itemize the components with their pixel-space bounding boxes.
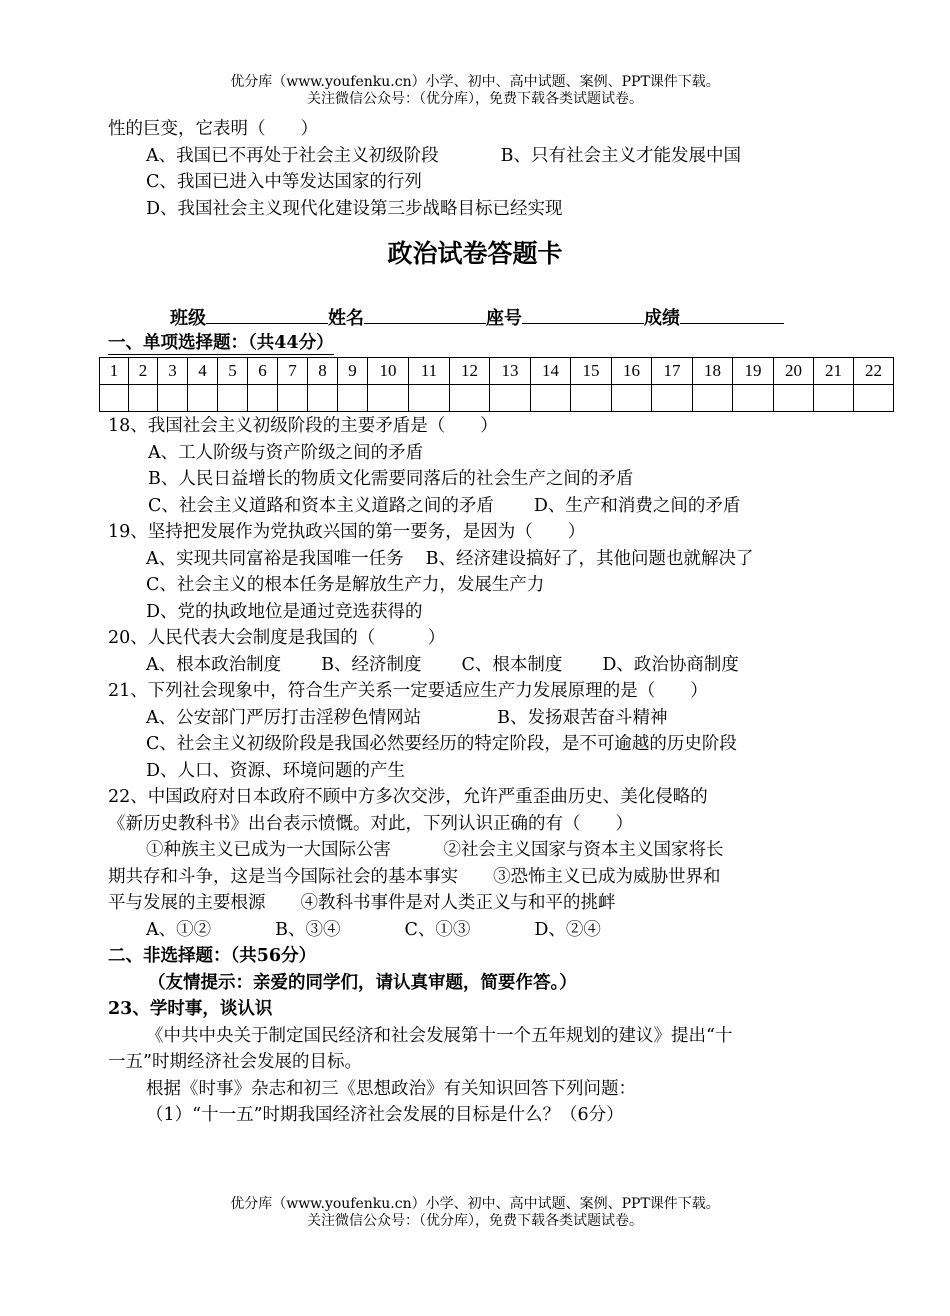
footer-line-1: 优分库（www.youfenku.cn）小学、初中、高中试题、案例、PPT课件下载。 (230, 1196, 720, 1212)
q17-tail: 性的巨变，它表明（ ） (108, 119, 318, 139)
seat-blank[interactable] (522, 305, 644, 324)
q21-option-b: B、发扬艰苦奋斗精神 (497, 707, 668, 728)
q21-stem: 21、下列社会现象中，符合生产关系一定要适应生产力发展原理的是（ ） (108, 681, 708, 701)
answer-grid-answer-row (100, 385, 894, 412)
q21-option-c: C、社会主义初级阶段是我国必然要经历的特定阶段，是不可逾越的历史阶段 (146, 734, 737, 754)
section1-title: 一、单项选择题：（共44分） (108, 333, 334, 353)
q17-option-a: A、我国已不再处于社会主义初级阶段 (146, 145, 439, 166)
grid-answer-cell[interactable] (854, 385, 894, 412)
grid-answer-cell[interactable] (278, 385, 308, 412)
grid-number-cell: 14 (531, 358, 571, 385)
grid-number-cell: 13 (490, 358, 531, 385)
q18-option-a: A、工人阶级与资产阶级之间的矛盾 (148, 442, 424, 463)
q19-stem: 19、坚持把发展作为党执政兴国的第一要务，是因为（ ） (108, 522, 586, 542)
q20-options (108, 652, 853, 679)
header-line-2: 关注微信公众号：（优分库），免费下载各类试题试卷。 (307, 91, 643, 107)
grid-answer-cell[interactable] (409, 385, 450, 412)
name-label: 姓名 (328, 308, 364, 329)
q23-para2: 根据《时事》杂志和初三《思想政治》有关知识回答下列问题： (146, 1078, 636, 1099)
grid-number-cell: 7 (278, 358, 308, 385)
grid-number-cell: 4 (188, 358, 218, 385)
q18-option-b: B、人民日益增长的物质文化需要同落后的社会生产之间的矛盾 (148, 469, 634, 489)
grid-number-cell: 21 (814, 358, 854, 385)
grid-answer-cell[interactable] (490, 385, 531, 412)
q19-option-d: D、党的执政地位是通过竞选获得的 (146, 601, 423, 622)
grid-number-cell: 6 (248, 358, 278, 385)
header-line-1: 优分库（www.youfenku.cn）小学、初中、高中试题、案例、PPT课件下载。 (230, 74, 720, 90)
score-label: 成绩 (644, 308, 680, 329)
grid-answer-cell[interactable] (814, 385, 854, 412)
q23-title: 23、学时事，谈认识 (108, 999, 273, 1019)
grid-answer-cell[interactable] (652, 385, 693, 412)
student-info-row (170, 304, 784, 330)
grid-number-cell: 19 (733, 358, 774, 385)
q22-option-a: A、①② (146, 919, 212, 940)
grid-answer-cell[interactable] (100, 385, 129, 412)
grid-number-cell: 2 (129, 358, 158, 385)
q22-option-d: D、②④ (534, 919, 601, 940)
section2-tip: （友情提示：亲爱的同学们，请认真审题，简要作答。） (148, 972, 577, 993)
grid-number-cell: 3 (158, 358, 188, 385)
grid-number-cell: 11 (409, 358, 450, 385)
q23-para1-line2: 一五”时期经济社会发展的目标。 (108, 1052, 362, 1072)
grid-answer-cell[interactable] (129, 385, 158, 412)
q23-sub1: （1）“十一五”时期我国经济社会发展的目标是什么？（6分） (146, 1105, 624, 1125)
q22-statement-line2: 期共存和斗争，这是当今国际社会的基本事实 ③恐怖主义已成为威胁世界和 (108, 866, 721, 887)
seat-label: 座号 (486, 308, 522, 329)
q20-stem: 20、人民代表大会制度是我国的（ ） (108, 628, 446, 648)
grid-number-cell: 15 (571, 358, 612, 385)
footer-line-2: 关注微信公众号：（优分库），免费下载各类试题试卷。 (307, 1213, 643, 1229)
grid-number-cell: 17 (652, 358, 693, 385)
answer-grid-number-row (100, 358, 894, 385)
section2-title: 二、非选择题：（共56分） (108, 946, 317, 966)
page-header (0, 74, 950, 108)
grid-number-cell: 1 (100, 358, 129, 385)
grid-answer-cell[interactable] (733, 385, 774, 412)
q20-option-d: D、政治协商制度 (602, 654, 739, 675)
class-label: 班级 (170, 308, 206, 329)
q17-options-ab (108, 143, 853, 170)
grid-answer-cell[interactable] (450, 385, 490, 412)
grid-number-cell: 12 (450, 358, 490, 385)
grid-answer-cell[interactable] (693, 385, 733, 412)
q21-option-d: D、人口、资源、环境问题的产生 (146, 760, 406, 781)
q20-option-c: C、根本制度 (461, 654, 563, 675)
grid-answer-cell[interactable] (248, 385, 278, 412)
q18-option-c: C、社会主义道路和资本主义道路之间的矛盾 (148, 495, 494, 516)
q17-block (108, 116, 853, 222)
grid-number-cell: 18 (693, 358, 733, 385)
q21-option-a: A、公安部门严厉打击淫秽色情网站 (146, 707, 422, 728)
grid-number-cell: 9 (338, 358, 368, 385)
grid-number-cell: 16 (612, 358, 652, 385)
q20-option-b: B、经济制度 (321, 654, 422, 675)
q22-options (108, 917, 853, 944)
q18-stem: 18、我国社会主义初级阶段的主要矛盾是（ ） (108, 416, 498, 436)
answer-grid (99, 357, 894, 412)
q22-option-c: C、①③ (404, 919, 471, 940)
q19-option-b: B、经济建设搞好了，其他问题也就解决了 (425, 548, 754, 569)
q18-options-cd (108, 493, 853, 520)
q22-statement-line3: 平与发展的主要根源 ④教科书事件是对人类正义与和平的挑衅 (108, 893, 616, 913)
grid-number-cell: 20 (774, 358, 814, 385)
q22-stem-line2: 《新历史教科书》出台表示愤慨。对此，下列认识正确的有（ ） (108, 813, 633, 834)
grid-answer-cell[interactable] (571, 385, 612, 412)
q22-stem-line1: 22、中国政府对日本政府不顾中方多次交涉，允许严重歪曲历史、美化侵略的 (108, 787, 708, 807)
grid-number-cell: 10 (368, 358, 409, 385)
grid-number-cell: 5 (218, 358, 248, 385)
grid-answer-cell[interactable] (774, 385, 814, 412)
q23-para1-line1: 《中共中央关于制定国民经济和社会发展第十一个五年规划的建议》提出“十 (146, 1025, 733, 1046)
grid-answer-cell[interactable] (158, 385, 188, 412)
page-title: 政治试卷答题卡 (387, 239, 563, 268)
q22-statement-line1: ①种族主义已成为一大国际公害 ②社会主义国家与资本主义国家将长 (146, 840, 724, 860)
grid-number-cell: 22 (854, 358, 894, 385)
grid-answer-cell[interactable] (218, 385, 248, 412)
q19-option-c: C、社会主义的根本任务是解放生产力，发展生产力 (146, 575, 545, 595)
q21-options-ab (108, 705, 853, 732)
q18-option-d: D、生产和消费之间的矛盾 (533, 495, 741, 516)
grid-answer-cell[interactable] (188, 385, 218, 412)
grid-answer-cell[interactable] (612, 385, 652, 412)
questions-block (108, 413, 853, 1129)
grid-answer-cell[interactable] (338, 385, 368, 412)
grid-answer-cell[interactable] (531, 385, 571, 412)
q17-option-b: B、只有社会主义才能发展中国 (500, 145, 741, 166)
q17-option-d: D、我国社会主义现代化建设第三步战略目标已经实现 (146, 198, 563, 219)
q19-options-ab (108, 546, 853, 573)
score-blank[interactable] (680, 305, 784, 324)
class-blank[interactable] (206, 305, 328, 324)
q22-option-b: B、③④ (275, 919, 341, 940)
grid-number-cell: 8 (308, 358, 338, 385)
grid-answer-cell[interactable] (308, 385, 338, 412)
grid-answer-cell[interactable] (368, 385, 409, 412)
name-blank[interactable] (364, 305, 486, 324)
page-footer (0, 1196, 950, 1230)
q19-option-a: A、实现共同富裕是我国唯一任务 (146, 548, 404, 569)
q17-option-c: C、我国已进入中等发达国家的行列 (146, 172, 422, 192)
q20-option-a: A、根本政治制度 (146, 654, 282, 675)
